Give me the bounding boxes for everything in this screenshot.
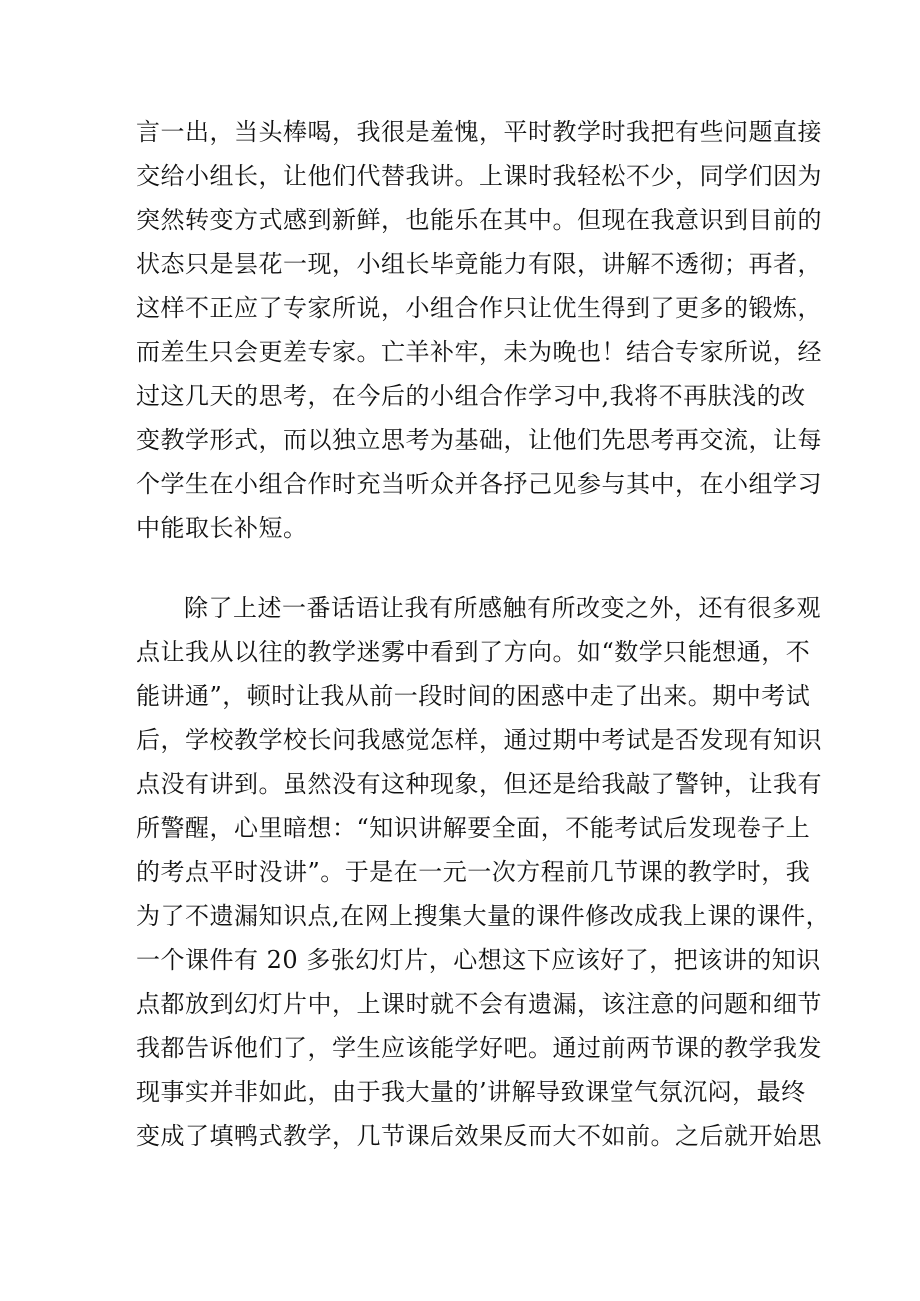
paragraph-2 bbox=[136, 586, 831, 1158]
paragraph-line: 这样不正应了专家所说，小组合作只让优生得到了更多的锻炼， bbox=[136, 294, 822, 322]
paragraph-line: 言一出，当头棒喝，我很是羞愧，平时教学时我把有些问题直接 bbox=[136, 118, 822, 146]
paragraph-line: 状态只是昙花一现，小组长毕竟能力有限，讲解不透彻；再者， bbox=[136, 250, 822, 278]
paragraph-line: 能讲通”，顿时让我从前一段时间的困惑中走了出来。期中考试 bbox=[136, 682, 811, 710]
paragraph-1 bbox=[136, 110, 822, 550]
paragraph-line: 一个课件有 20 多张幻灯片，心想这下应该好了，把该讲的知识 bbox=[136, 946, 821, 974]
paragraph-line: 所警醒，心里暗想：“知识讲解要全面，不能考试后发现卷子上 bbox=[136, 814, 811, 842]
paragraph-line: 个学生在小组合作时充当听众并各抒己见参与其中，在小组学习 bbox=[136, 470, 822, 498]
paragraph-line: 为了不遗漏知识点,在网上搜集大量的课件修改成我上课的课件， bbox=[136, 902, 831, 930]
paragraph-line: 点都放到幻灯片中，上课时就不会有遗漏，该注意的问题和细节 bbox=[136, 990, 822, 1018]
paragraph-line: 突然转变方式感到新鲜，也能乐在其中。但现在我意识到目前的 bbox=[136, 206, 822, 234]
paragraph-line: 变教学形式，而以独立思考为基础，让他们先思考再交流，让每 bbox=[136, 426, 822, 454]
paragraph-line: 的考点平时没讲”。于是在一元一次方程前几节课的教学时，我 bbox=[136, 858, 811, 886]
paragraph-line: 现事实并非如此，由于我大量的’讲解导致课堂气氛沉闷，最终 bbox=[136, 1078, 806, 1106]
paragraph-line: 交给小组长，让他们代替我讲。上课时我轻松不少，同学们因为 bbox=[136, 162, 822, 190]
paragraph-line: 而差生只会更差专家。亡羊补牢，未为晚也！结合专家所说，经 bbox=[136, 338, 822, 366]
paragraph-line: 点没有讲到。虽然没有这种现象，但还是给我敲了警钟，让我有 bbox=[136, 770, 822, 798]
paragraph-line: 点让我从以往的教学迷雾中看到了方向。如“数学只能想通，不 bbox=[136, 638, 811, 666]
paragraph-line: 后，学校教学校长问我感觉怎样，通过期中考试是否发现有知识 bbox=[136, 726, 822, 754]
paragraph-line: 除了上述一番话语让我有所感触有所改变之外，还有很多观 bbox=[184, 594, 821, 622]
paragraph-line: 过这几天的思考，在今后的小组合作学习中,我将不再肤浅的改 bbox=[136, 382, 806, 410]
paragraph-line: 变成了填鸭式教学，几节课后效果反而大不如前。之后就开始思 bbox=[136, 1122, 822, 1150]
paragraph-line: 我都告诉他们了，学生应该能学好吧。通过前两节课的教学我发 bbox=[136, 1034, 822, 1062]
paragraph-line: 中能取长补短。 bbox=[136, 514, 308, 542]
